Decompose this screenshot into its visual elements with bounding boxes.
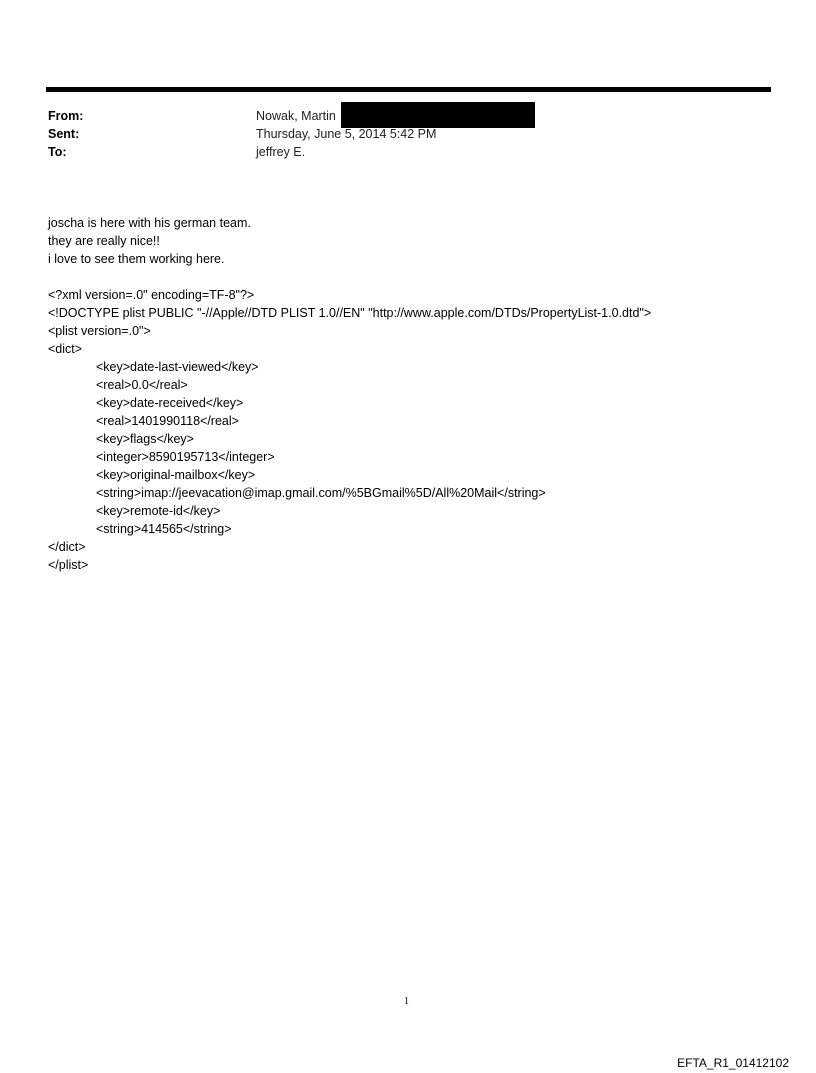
plist-entry: <key>date-last-viewed</key>	[96, 360, 259, 374]
plist-close: </plist>	[48, 558, 89, 572]
plist-entry: <key>original-mailbox</key>	[96, 468, 256, 482]
to-value: jeffrey E.	[256, 145, 306, 159]
message-line: i love to see them working here.	[48, 252, 225, 266]
plist-xml-decl: <?xml version=.0" encoding=TF-8"?>	[48, 288, 255, 302]
plist-entry: <real>0.0</real>	[96, 378, 188, 392]
bates-number: EFTA_R1_01412102	[677, 1056, 789, 1070]
sent-value: Thursday, June 5, 2014 5:42 PM	[256, 127, 437, 141]
plist-entry: <real>1401990118</real>	[96, 414, 239, 428]
plist-open: <plist version=.0">	[48, 324, 151, 338]
plist-entry: <string>414565</string>	[96, 522, 232, 536]
plist-entry: <string>imap://jeevacation@imap.gmail.com/%5BGmail%5D/All%20Mail</string>	[96, 486, 546, 500]
header-rule	[46, 87, 771, 92]
message-line: joscha is here with his german team.	[48, 216, 251, 230]
dict-open: <dict>	[48, 342, 83, 356]
message-line: they are really nice!!	[48, 234, 160, 248]
plist-doctype: <!DOCTYPE plist PUBLIC "-//Apple//DTD PLIST 1.0//EN" "http://www.apple.com/DTDs/PropertyList-1.0.dtd">	[48, 306, 652, 320]
plist-entry: <key>flags</key>	[96, 432, 194, 446]
plist-entry: <integer>8590195713</integer>	[96, 450, 275, 464]
redaction-box	[341, 102, 535, 128]
plist-entry: <key>remote-id</key>	[96, 504, 221, 518]
page-number: 1	[404, 996, 409, 1007]
dict-close: </dict>	[48, 540, 86, 554]
from-value: Nowak, Martin	[256, 109, 336, 123]
from-label: From:	[48, 109, 84, 123]
plist-entry: <key>date-received</key>	[96, 396, 244, 410]
to-label: To:	[48, 145, 67, 159]
sent-label: Sent:	[48, 127, 80, 141]
